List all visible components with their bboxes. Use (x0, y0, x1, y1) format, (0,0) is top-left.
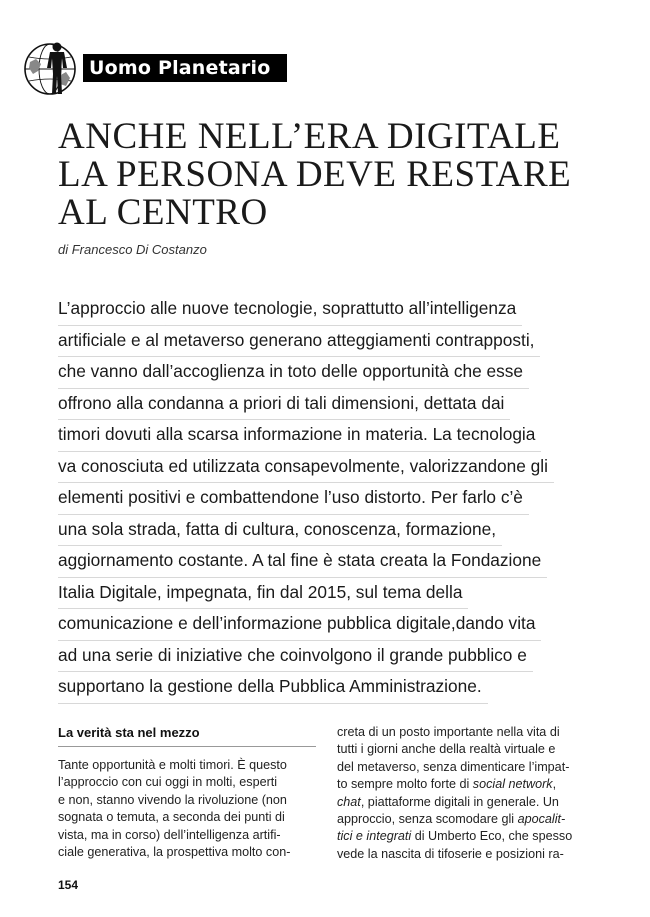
body-line (337, 724, 597, 741)
body-line: e non, stanno vivendo la rivoluzione (non (58, 792, 287, 807)
italic-run: social network (472, 777, 553, 792)
lead-line: elementi positivi e combattendone l’uso distorto. Per farlo c’è (58, 483, 529, 515)
body-line: vista, ma in corso) dell’intelligenza artifi- (58, 827, 281, 842)
title-line: ANCHE NELL’ERA DIGITALE (58, 116, 561, 157)
body-line (337, 741, 597, 758)
lead-line: comunicazione e dell’informazione pubblica digitale,dando vita (58, 609, 541, 641)
body-line: sognata o temuta, a seconda dei punti di (58, 810, 285, 825)
lead-line: Italia Digitale, impegnata, fin dal 2015, sul tema della (58, 578, 468, 610)
title-line: AL CENTRO (58, 192, 268, 233)
body-line (337, 759, 597, 776)
body-line (337, 776, 597, 793)
body-line: ciale generativa, la prospettiva molto con- (58, 845, 291, 860)
section-heading: La verità sta nel mezzo (58, 725, 316, 747)
lead-line: ad una serie di iniziative che coinvolgono il grande pubblico e (58, 641, 533, 673)
page-number: 154 (58, 878, 79, 892)
lead-line: supportano la gestione della Pubblica Amministrazione. (58, 672, 488, 704)
article-title (58, 118, 618, 232)
author-byline: di Francesco Di Costanzo (58, 242, 207, 257)
text-run: to sempre molto forte di (337, 777, 473, 792)
body-line: l’approccio con cui oggi in molti, esperti (58, 775, 278, 790)
right-column-text (337, 724, 597, 863)
left-column-text (58, 757, 316, 861)
lead-line: artificiale e al metaverso generano atteggiamenti contrapposti, (58, 326, 540, 358)
body-line (337, 846, 597, 863)
body-line: Tante opportunità e molti timori. È questo (58, 758, 287, 772)
lead-line: va conosciuta ed utilizzata consapevolmente, valorizzandone gli (58, 452, 554, 484)
globe-man-logo-icon (20, 38, 80, 98)
section-rubric: Uomo Planetario (83, 54, 287, 82)
lead-line: una sola strada, fatta di cultura, conoscenza, formazione, (58, 515, 502, 547)
lead-line: offrono alla condanna a priori di tali dimensioni, dettata dai (58, 389, 510, 421)
lead-line: L’approccio alle nuove tecnologie, soprattutto all’intelligenza (58, 294, 522, 326)
italic-run: apocalit- (517, 812, 566, 827)
italic-run: tici e integrati (337, 829, 412, 844)
lead-line: timori dovuti alla scarsa informazione in materia. La tecnologia (58, 420, 541, 452)
lead-paragraph (58, 294, 598, 704)
body-line (337, 828, 597, 845)
text-run: di Umberto Eco, che spesso (411, 829, 573, 844)
text-run: , piattaforme digitali in generale. Un (360, 794, 559, 809)
text-run: creta di un posto importante nella vita di (337, 725, 560, 739)
text-run: del metaverso, senza dimenticare l’impat- (337, 759, 570, 774)
body-line (337, 811, 597, 828)
body-line (337, 794, 597, 811)
text-run: tutti i giorni anche della realtà virtuale e (337, 742, 556, 757)
text-run: approccio, senza scomodare gli (337, 812, 518, 827)
title-line: LA PERSONA DEVE RESTARE (58, 154, 572, 195)
text-run: vede la nascita di tifoserie e posizioni ra- (337, 846, 564, 861)
left-column (58, 725, 316, 861)
text-run: , (552, 777, 557, 792)
lead-line: aggiornamento costante. A tal fine è stata creata la Fondazione (58, 546, 547, 578)
italic-run: chat (337, 794, 361, 809)
lead-line: che vanno dall’accoglienza in toto delle opportunità che esse (58, 357, 529, 389)
